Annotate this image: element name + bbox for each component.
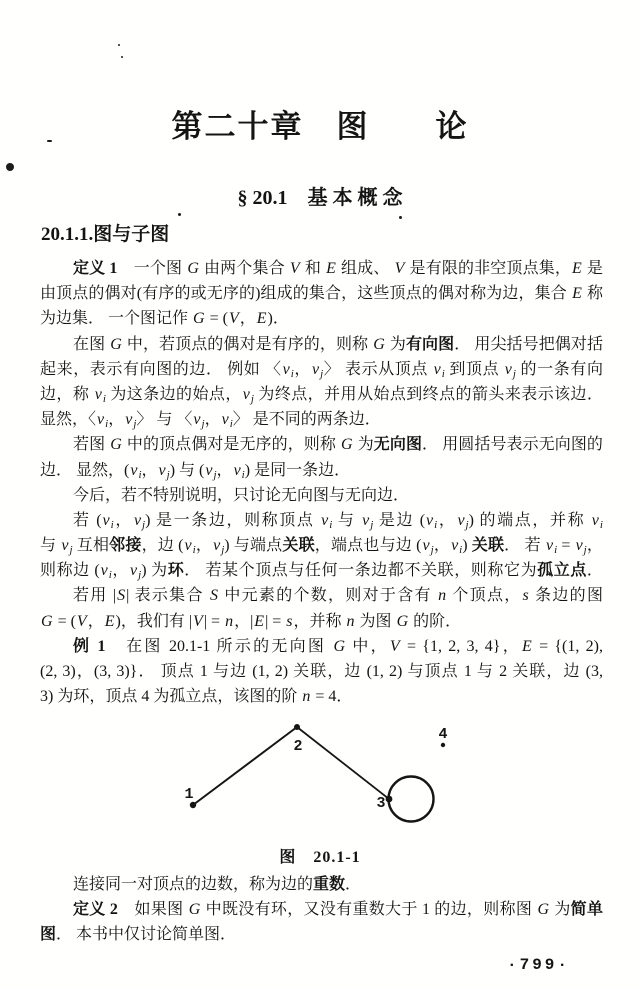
text-line: 定义 1 一个图 G 由两个集合 V 和 E 组成、 V 是有限的非空顶点集，E 是 <box>73 260 603 277</box>
text-line: 若用 |S| 表示集合 S 中元素的个数，则对于含有 n 个顶点，s 条边的图 <box>73 587 603 605</box>
scan-speckle <box>178 213 181 216</box>
text-line: (2, 3)，(3, 3)}． 顶点 1 与边 (1, 2) 关联，边 (1, 2) 与顶点 1 与 2 关联，边 (3, <box>40 663 603 680</box>
text-line: 图． 本书中仅讨论简单图． <box>40 926 237 944</box>
text-line: 今后，若不特别说明，只讨论无向图与无向边． <box>73 486 410 504</box>
text-line: 起来，表示有向图的边． 例如 〈vi，vj〉 表示从顶点 vi 到顶点 vj 的一条有向 <box>40 360 603 380</box>
text-line: G = (V，E)，我们有 |V| = n，|E| = s，并称 n 为图 G 的阶． <box>41 612 462 630</box>
body-text <box>40 256 603 709</box>
edge-2-3 <box>297 727 389 799</box>
text-line: 显然，〈vi，vj〉 与 〈vj，vi〉 是不同的两条边． <box>40 411 381 431</box>
scan-speckle <box>399 216 402 219</box>
page-number: ·799· <box>506 956 570 974</box>
text-line: 与 vj 互相邻接，边 (vi，vj) 与端点关联，端点也与边 (vj，vi) 关联． 若 vi = vj， <box>40 537 603 557</box>
vertex-label-1: 1 <box>184 786 194 803</box>
scan-speckle <box>6 163 14 171</box>
text-line: 在图 G 中，若顶点的偶对是有序的，则称 G 为有向图． 用尖括号把偶对括 <box>73 335 603 353</box>
text-line: 边，称 vi 为这条边的始点，vj 为终点，并用从始点到终点的箭头来表示该边． <box>40 385 603 405</box>
footer-text <box>40 872 603 948</box>
scan-speckle <box>118 44 120 46</box>
chapter-title: 第二十章 图 论 <box>171 109 469 144</box>
edge-1-2 <box>193 727 297 805</box>
text-line: 由顶点的偶对(有序的或无序的)组成的集合，这些顶点的偶对称为边，集合 E 称 <box>40 285 603 303</box>
loop-edge-3 <box>389 777 434 822</box>
figure-caption: 图 20.1-1 <box>279 849 361 866</box>
vertex-dot-2 <box>294 724 300 730</box>
vertex-label-2: 2 <box>293 738 303 755</box>
text-line: 若图 G 中的顶点偶对是无序的，则称 G 为无向图． 用圆括号表示无向图的 <box>73 436 603 454</box>
text-line: 则称边 (vi，vj) 为环． 若某个顶点与任何一条边都不关联，则称它为孤立点． <box>40 562 603 582</box>
text-line: 3) 为环，顶点 4 为孤立点，该图的阶 n = 4． <box>40 688 353 706</box>
scan-speckle <box>121 56 123 58</box>
text-line: 边． 显然，(vi，vj) 与 (vj，vi) 是同一条边． <box>40 461 351 481</box>
text-line: 例 1 在图 20.1-1 所示的无向图 G 中，V = {1, 2, 3, 4}，E = {(1, 2), <box>73 637 603 655</box>
text-line: 为边集． 一个图记作 G = (V，E)． <box>40 310 289 328</box>
text-line: 连接同一对顶点的边数，称为边的重数． <box>73 876 362 893</box>
subsection-title: 20.1.1.图与子图 <box>41 224 170 245</box>
vertex-label-4: 4 <box>438 726 448 743</box>
text-line: 定义 2 如果图 G 中既没有环，又没有重数大于 1 的边，则称图 G 为简单 <box>73 901 603 919</box>
section-title: § 20.1 基 本 概 念 <box>237 187 403 209</box>
vertex-dot-3 <box>386 796 393 803</box>
text-line: 若 (vi，vj) 是一条边，则称顶点 vi 与 vj 是边 (vi，vj) 的端点，并称 vi <box>73 511 603 531</box>
vertex-label-3: 3 <box>376 795 386 812</box>
graph-figure <box>148 705 468 837</box>
vertex-dot-4 <box>441 743 445 747</box>
